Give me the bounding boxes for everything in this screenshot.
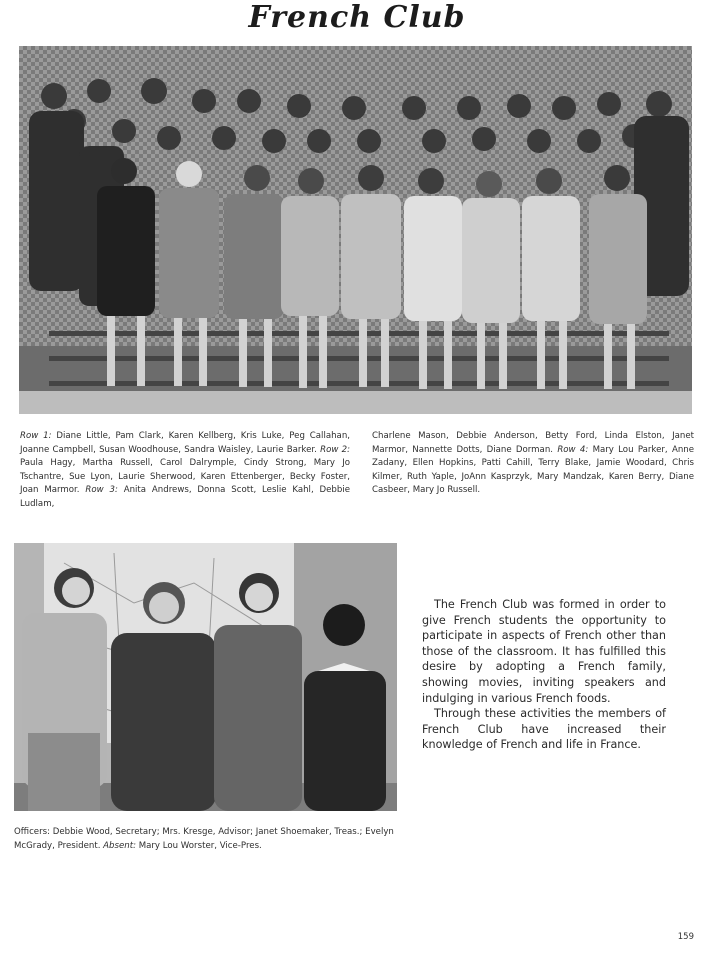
- row4-names: Mary Lou Parker, Anne Zadany, Ellen Hopkins, Patti Cahill, Terry Blake, Jamie Woodard, Chris Kilmer, Ruth Yaple, JoAnn Kasprzyk, Mary Mandzak, Karen Berry, Diane Casbeer, Mary Jo Russell.: [372, 444, 695, 496]
- group-caption-right: [372, 430, 694, 498]
- group-photo: [19, 46, 692, 414]
- row4-label: Row 4:: [557, 444, 589, 455]
- row2-label: Row 2:: [320, 444, 350, 455]
- row1-names: Diane Little, Pam Clark, Karen Kellberg, Kris Luke, Peg Callahan, Joanne Campbell, Susan Woodhouse, Sandra Waisley, Laurie Barker.: [20, 431, 350, 455]
- row3-names-part1: Anita Andrews, Donna Scott, Leslie Kahl, Debbie Ludlam,: [20, 485, 351, 509]
- officers-names: Debbie Wood, Secretary; Mrs. Kresge, Advisor; Janet Shoemaker, Treas.; Evelyn McGrady, President.: [14, 827, 394, 851]
- page-number: 159: [677, 932, 694, 942]
- page-title: French Club: [248, 0, 466, 35]
- row1-label: Row 1:: [20, 431, 52, 441]
- article-paragraph-1: The French Club was formed in order to give French students the opportunity to participate in aspects of French other than those of the classroom. It has fulfilled this desire by adopting a French family, showing movies, inviting speakers and indulging in various French foods.: [422, 598, 666, 705]
- officers-caption: [14, 826, 404, 853]
- absent-names: Mary Lou Worster, Vice-Pres.: [138, 840, 262, 851]
- group-caption-left: [20, 430, 350, 512]
- article-paragraph-2: Through these activities the members of French Club have increased their knowledge of French and life in France.: [422, 707, 666, 752]
- row2-names: Paula Hagy, Martha Russell, Carol Dalrymple, Cindy Strong, Mary Jo Tschantre, Sue Lyon, Laurie Sherwood, Karen Ettenberger, Becky Foster, Joan Marmor.: [20, 458, 350, 496]
- absent-label: Absent:: [103, 840, 136, 851]
- officers-lead: Officers:: [14, 827, 50, 837]
- row3-label: Row 3:: [85, 485, 118, 496]
- article-text: [422, 597, 666, 753]
- officers-photo: [14, 543, 397, 811]
- row3-names-part2: Charlene Mason, Debbie Anderson, Betty Ford, Linda Elston, Janet Marmor, Nannette Dotts, Diane Dorman.: [372, 431, 694, 455]
